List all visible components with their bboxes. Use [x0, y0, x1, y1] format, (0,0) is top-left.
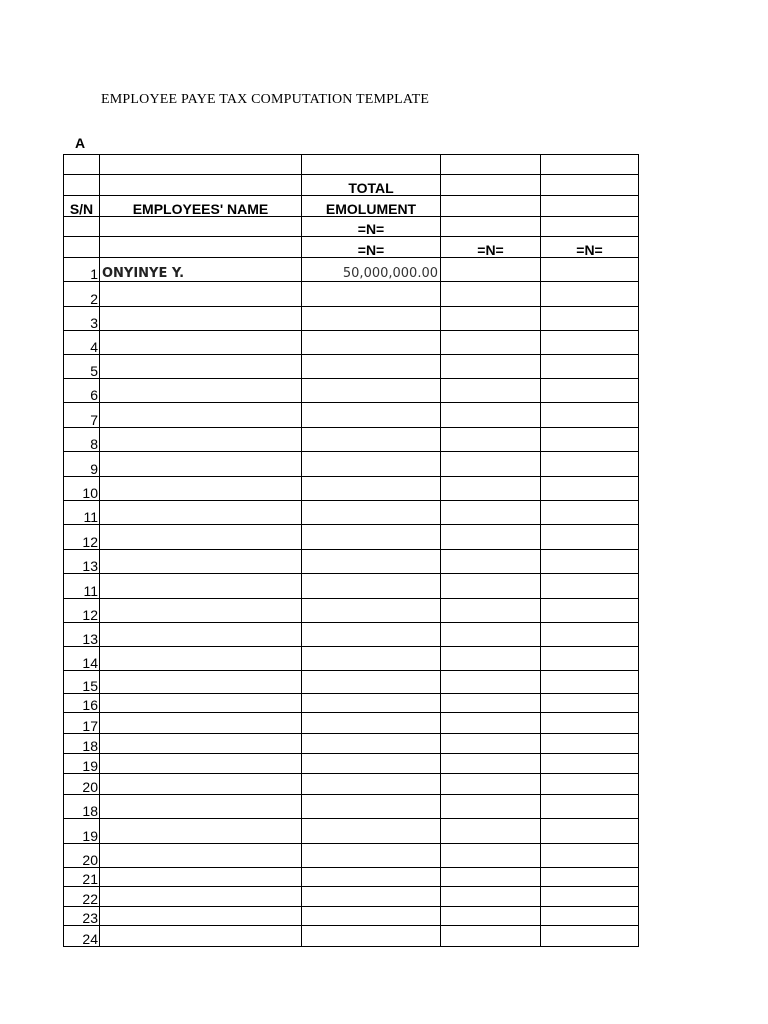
col4-cell: [441, 307, 541, 331]
col4-cell: [441, 379, 541, 403]
col5-cell: [541, 844, 639, 868]
total-header: TOTAL: [302, 175, 441, 196]
col5-cell: [541, 623, 639, 647]
col4-cell: [441, 754, 541, 774]
total-emolument-cell: [302, 599, 441, 623]
header-cell: [64, 175, 100, 196]
employee-name-cell: [100, 819, 302, 844]
header-cell: [541, 196, 639, 217]
col5-cell: [541, 331, 639, 355]
col4-cell: [441, 647, 541, 671]
sn-cell: 16: [64, 694, 100, 713]
sn-cell: 7: [64, 403, 100, 428]
col5-cell: [541, 282, 639, 307]
employee-name-cell: [100, 844, 302, 868]
total-emolument-cell: [302, 379, 441, 403]
col5-cell: [541, 795, 639, 819]
employee-name-cell: [100, 694, 302, 713]
col4-cell: [441, 819, 541, 844]
col4-cell: [441, 355, 541, 379]
table-row: [64, 550, 639, 574]
col4-cell: [441, 844, 541, 868]
sn-cell: 21: [64, 868, 100, 887]
total-emolument-cell: [302, 694, 441, 713]
table-row: [64, 574, 639, 599]
table-row: [64, 734, 639, 754]
col4-cell: [441, 671, 541, 694]
col4-cell: [441, 525, 541, 550]
col5-cell: [541, 694, 639, 713]
sn-cell: 17: [64, 713, 100, 734]
total-emolument-cell: 50,000,000.00: [302, 258, 441, 282]
col5-cell: [541, 258, 639, 282]
table-row: [64, 774, 639, 795]
total-emolument-cell: [302, 926, 441, 947]
employee-name-cell: [100, 887, 302, 907]
table-row: [64, 819, 639, 844]
sn-cell: 19: [64, 819, 100, 844]
total-emolument-cell: [302, 647, 441, 671]
sn-cell: 15: [64, 671, 100, 694]
col5-cell: [541, 403, 639, 428]
table-row: [64, 331, 639, 355]
table-row: [64, 282, 639, 307]
total-emolument-cell: [302, 477, 441, 501]
total-emolument-cell: [302, 868, 441, 887]
total-emolument-cell: [302, 671, 441, 694]
total-emolument-cell: [302, 844, 441, 868]
header-row-main: [64, 196, 639, 217]
sn-cell: 14: [64, 647, 100, 671]
col5-cell: [541, 868, 639, 887]
table-row: [64, 754, 639, 774]
table-row: [64, 694, 639, 713]
table-row: [64, 713, 639, 734]
employee-name-cell: [100, 379, 302, 403]
employee-name-cell: [100, 355, 302, 379]
col5-cell: [541, 774, 639, 795]
col5-cell: [541, 452, 639, 477]
table-row: [64, 525, 639, 550]
employee-name-cell: [100, 331, 302, 355]
col4-cell: [441, 734, 541, 754]
table-row: [64, 887, 639, 907]
total-emolument-cell: [302, 550, 441, 574]
sn-cell: 13: [64, 550, 100, 574]
sn-cell: 18: [64, 734, 100, 754]
table-row: [64, 258, 639, 282]
sn-cell: 10: [64, 477, 100, 501]
table-row: [64, 647, 639, 671]
employee-name-cell: [100, 403, 302, 428]
col4-cell: [441, 477, 541, 501]
employee-name-cell: [100, 599, 302, 623]
table-row: [64, 868, 639, 887]
employee-name-cell: [100, 926, 302, 947]
employee-name-cell: [100, 868, 302, 887]
col4-cell: [441, 331, 541, 355]
total-emolument-cell: [302, 307, 441, 331]
col5-cell: [541, 713, 639, 734]
sn-cell: 2: [64, 282, 100, 307]
col4-cell: [441, 403, 541, 428]
sn-cell: 24: [64, 926, 100, 947]
col5-cell: [541, 671, 639, 694]
total-emolument-cell: [302, 734, 441, 754]
currency-header: =N=: [302, 217, 441, 237]
section-label: A: [75, 135, 86, 151]
total-emolument-cell: [302, 452, 441, 477]
sn-cell: 5: [64, 355, 100, 379]
col4-cell: [441, 282, 541, 307]
col4-cell: [441, 774, 541, 795]
col4-cell: [441, 574, 541, 599]
col4-cell: [441, 887, 541, 907]
col5-cell: [541, 355, 639, 379]
col4-cell: [441, 501, 541, 525]
col4-cell: [441, 428, 541, 452]
col5-cell: [541, 734, 639, 754]
total-emolument-cell: [302, 907, 441, 926]
col5-cell: [541, 887, 639, 907]
col4-cell: [441, 713, 541, 734]
col5-currency: =N=: [541, 237, 639, 258]
employee-name-cell: [100, 774, 302, 795]
emolument-header: EMOLUMENT: [302, 196, 441, 217]
employee-name-cell: [100, 525, 302, 550]
header-row-total: [64, 175, 639, 196]
table-row: [64, 926, 639, 947]
employee-name-cell: ONYINYE Y.: [100, 258, 302, 282]
col5-cell: [541, 501, 639, 525]
sn-cell: 12: [64, 599, 100, 623]
total-emolument-cell: [302, 713, 441, 734]
table-row: [64, 907, 639, 926]
sn-cell: 4: [64, 331, 100, 355]
table-row: [64, 501, 639, 525]
total-emolument-cell: [302, 428, 441, 452]
total-emolument-cell: [302, 887, 441, 907]
sn-cell: 20: [64, 774, 100, 795]
sn-cell: 19: [64, 754, 100, 774]
sn-cell: 20: [64, 844, 100, 868]
sn-cell: 22: [64, 887, 100, 907]
header-cell: [541, 155, 639, 175]
employee-name-cell: [100, 647, 302, 671]
employee-name-cell: [100, 713, 302, 734]
sn-cell: 12: [64, 525, 100, 550]
sn-cell: 8: [64, 428, 100, 452]
col5-cell: [541, 754, 639, 774]
col5-cell: [541, 647, 639, 671]
sn-cell: 11: [64, 501, 100, 525]
table-row: [64, 452, 639, 477]
col4-cell: [441, 599, 541, 623]
header-cell: [302, 155, 441, 175]
col4-cell: [441, 907, 541, 926]
total-emolument-cell: [302, 525, 441, 550]
sn-cell: 6: [64, 379, 100, 403]
header-cell: [541, 175, 639, 196]
total-emolument-cell: [302, 754, 441, 774]
col4-cell: [441, 452, 541, 477]
col4-cell: [441, 550, 541, 574]
employee-name-cell: [100, 501, 302, 525]
employee-name-header: EMPLOYEES' NAME: [100, 196, 302, 217]
col5-cell: [541, 574, 639, 599]
header-row-currency-cols: [64, 237, 639, 258]
col5-cell: [541, 819, 639, 844]
table-row: [64, 428, 639, 452]
total-emolument-cell: [302, 331, 441, 355]
table-row: [64, 307, 639, 331]
header-cell: [100, 217, 302, 237]
table-row: [64, 379, 639, 403]
col4-cell: [441, 868, 541, 887]
table-row: [64, 477, 639, 501]
col4-cell: [441, 926, 541, 947]
header-cell: [441, 155, 541, 175]
sn-cell: 1: [64, 258, 100, 282]
employee-name-cell: [100, 671, 302, 694]
sn-cell: 18: [64, 795, 100, 819]
table-row: [64, 795, 639, 819]
employee-name-cell: [100, 754, 302, 774]
col5-cell: [541, 550, 639, 574]
col5-cell: [541, 428, 639, 452]
employee-name-cell: [100, 550, 302, 574]
total-emolument-cell: [302, 623, 441, 647]
employee-name-cell: [100, 428, 302, 452]
sn-cell: 9: [64, 452, 100, 477]
total-emolument-cell: [302, 501, 441, 525]
employee-name-cell: [100, 734, 302, 754]
paye-table: [63, 154, 639, 947]
col5-cell: [541, 599, 639, 623]
header-cell: [541, 217, 639, 237]
total-emolument-cell: [302, 355, 441, 379]
col3-currency: =N=: [302, 237, 441, 258]
employee-name-cell: [100, 282, 302, 307]
col4-currency: =N=: [441, 237, 541, 258]
col5-cell: [541, 379, 639, 403]
header-cell: [100, 237, 302, 258]
col5-cell: [541, 926, 639, 947]
header-cell: [64, 217, 100, 237]
employee-name-cell: [100, 795, 302, 819]
col5-cell: [541, 307, 639, 331]
header-row-blank: [64, 155, 639, 175]
total-emolument-cell: [302, 819, 441, 844]
header-cell: [64, 237, 100, 258]
header-cell: [441, 217, 541, 237]
col5-cell: [541, 477, 639, 501]
total-emolument-cell: [302, 795, 441, 819]
document-title: EMPLOYEE PAYE TAX COMPUTATION TEMPLATE: [101, 92, 430, 107]
sn-header: S/N: [64, 196, 100, 217]
table-row: [64, 403, 639, 428]
col4-cell: [441, 623, 541, 647]
employee-name-cell: [100, 307, 302, 331]
employee-name-cell: [100, 623, 302, 647]
table-row: [64, 623, 639, 647]
employee-name-cell: [100, 477, 302, 501]
total-emolument-cell: [302, 774, 441, 795]
col4-cell: [441, 694, 541, 713]
sn-cell: 23: [64, 907, 100, 926]
col4-cell: [441, 795, 541, 819]
employee-name-cell: [100, 574, 302, 599]
sn-cell: 3: [64, 307, 100, 331]
header-cell: [100, 155, 302, 175]
employee-name-cell: [100, 907, 302, 926]
table-row: [64, 355, 639, 379]
table-row: [64, 844, 639, 868]
col4-cell: [441, 258, 541, 282]
total-emolument-cell: [302, 282, 441, 307]
sn-cell: 11: [64, 574, 100, 599]
header-cell: [64, 155, 100, 175]
table-row: [64, 671, 639, 694]
col5-cell: [541, 907, 639, 926]
header-cell: [441, 175, 541, 196]
header-cell: [441, 196, 541, 217]
table-row: [64, 599, 639, 623]
sn-cell: 13: [64, 623, 100, 647]
employee-name-cell: [100, 452, 302, 477]
col5-cell: [541, 525, 639, 550]
header-cell: [100, 175, 302, 196]
total-emolument-cell: [302, 403, 441, 428]
total-emolument-cell: [302, 574, 441, 599]
header-row-currency: [64, 217, 639, 237]
